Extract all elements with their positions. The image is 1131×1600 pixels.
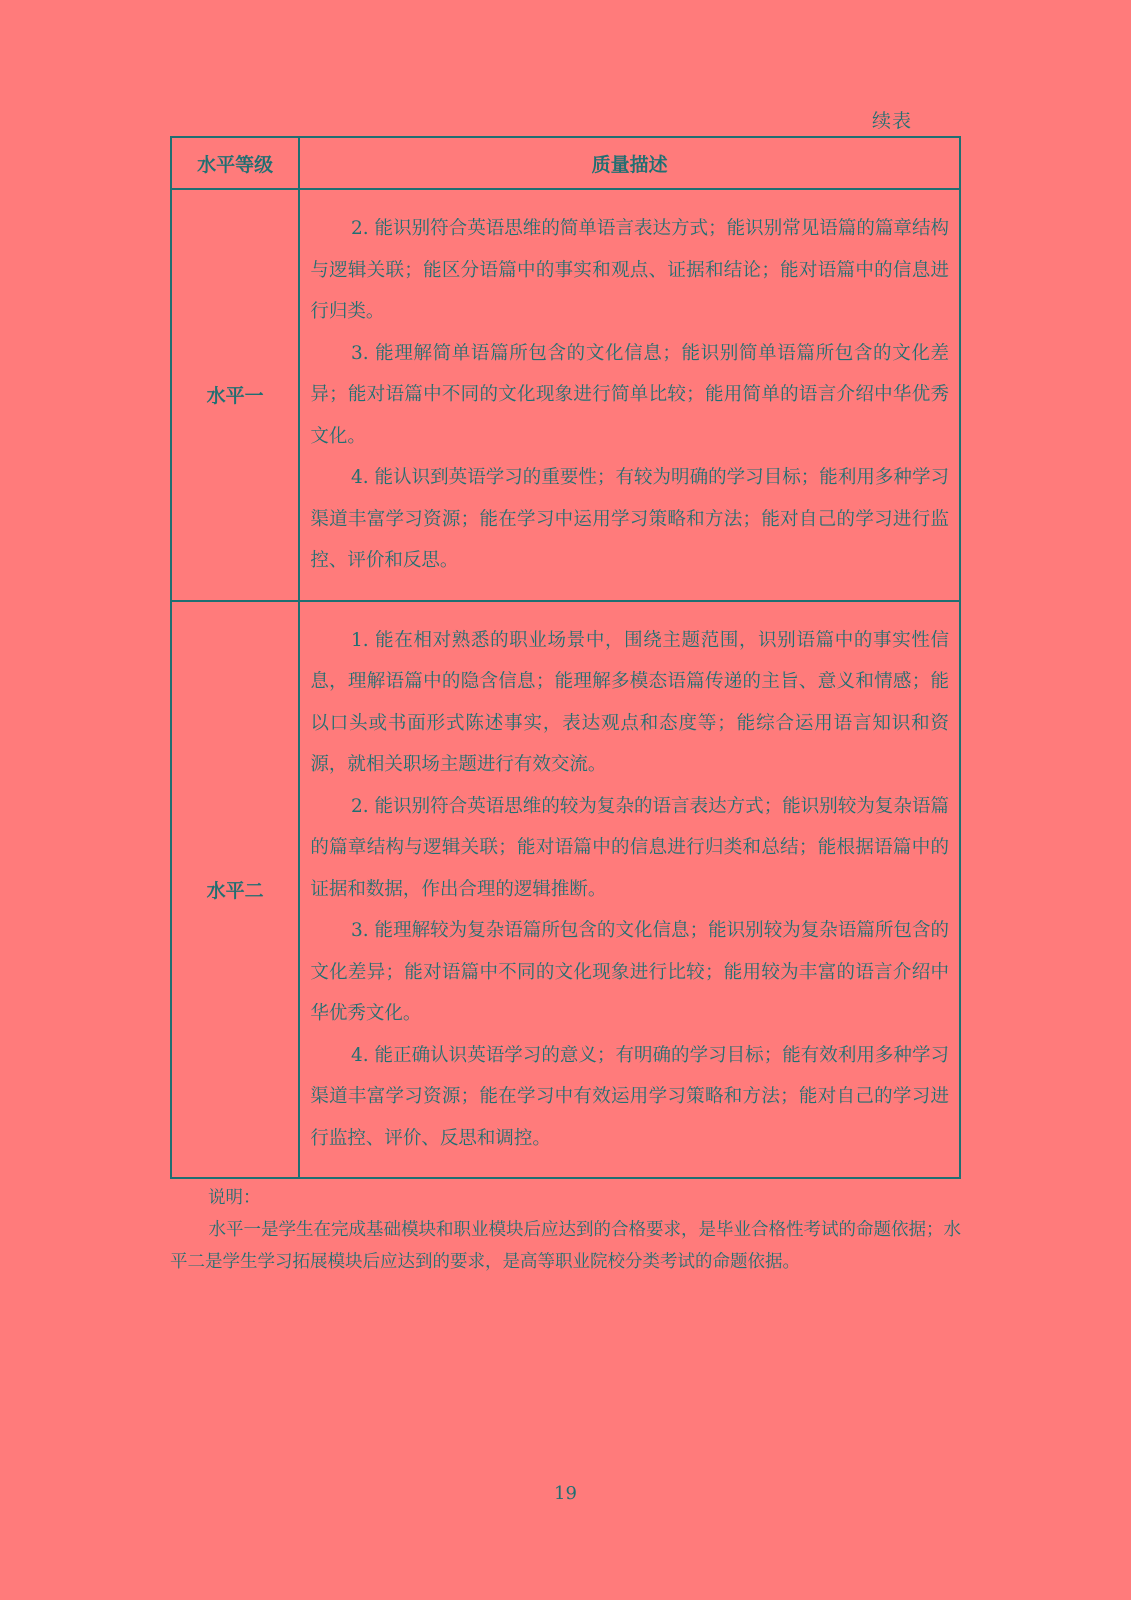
table-header-row [171, 137, 960, 189]
description-paragraph: 3. 能理解较为复杂语篇所包含的文化信息；能识别较为复杂语篇所包含的文化差异；能对语篇中不同的文化现象进行比较；能用较为丰富的语言介绍中华优秀文化。 [310, 920, 949, 1024]
notes-title: 说明： [208, 1188, 261, 1208]
description-paragraph: 3. 能理解简单语篇所包含的文化信息；能识别简单语篇所包含的文化差异；能对语篇中不同的文化现象进行简单比较；能用简单的语言介绍中华优秀文化。 [310, 342, 949, 447]
quality-standards-table [170, 136, 961, 1179]
description-cell [299, 601, 960, 1179]
header-description: 质量描述 [299, 137, 960, 189]
table-row [171, 601, 960, 1179]
page-number: 19 [554, 1483, 577, 1504]
description-paragraph: 2. 能识别符合英语思维的较为复杂的语言表达方式；能识别较为复杂语篇的篇章结构与逻辑关联；能对语篇中的信息进行归类和总结；能根据语篇中的证据和数据，作出合理的逻辑推断。 [310, 795, 949, 900]
description-paragraph: 4. 能认识到英语学习的重要性；有较为明确的学习目标；能利用多种学习渠道丰富学习资源；能在学习中运用学习策略和方法；能对自己的学习进行监控、评价和反思。 [310, 467, 949, 571]
description-cell [299, 189, 960, 601]
notes-body: 水平一是学生在完成基础模块和职业模块后应达到的合格要求，是毕业合格性考试的命题依据；水平二是学生学习拓展模块后应达到的要求，是高等职业院校分类考试的命题依据。 [170, 1220, 961, 1272]
table-row [171, 189, 960, 601]
continued-label: 续表 [872, 110, 913, 132]
level-cell: 水平一 [171, 189, 299, 601]
description-paragraph: 4. 能正确认识英语学习的意义；有明确的学习目标；能有效利用多种学习渠道丰富学习资源；能在学习中有效运用学习策略和方法；能对自己的学习进行监控、评价、反思和调控。 [310, 1044, 949, 1149]
description-paragraph: 1. 能在相对熟悉的职业场景中，围绕主题范围，识别语篇中的事实性信息，理解语篇中的隐含信息；能理解多模态语篇传递的主旨、意义和情感；能以口头或书面形式陈述事实，表达观点和态度等；能综合运用语言知识和资源，就相关职场主题进行有效交流。 [310, 629, 949, 775]
notes-section [170, 1182, 961, 1278]
level-cell: 水平二 [171, 601, 299, 1179]
description-paragraph: 2. 能识别符合英语思维的简单语言表达方式；能识别常见语篇的篇章结构与逻辑关联；能区分语篇中的事实和观点、证据和结论；能对语篇中的信息进行归类。 [310, 218, 949, 322]
header-level: 水平等级 [171, 137, 299, 189]
